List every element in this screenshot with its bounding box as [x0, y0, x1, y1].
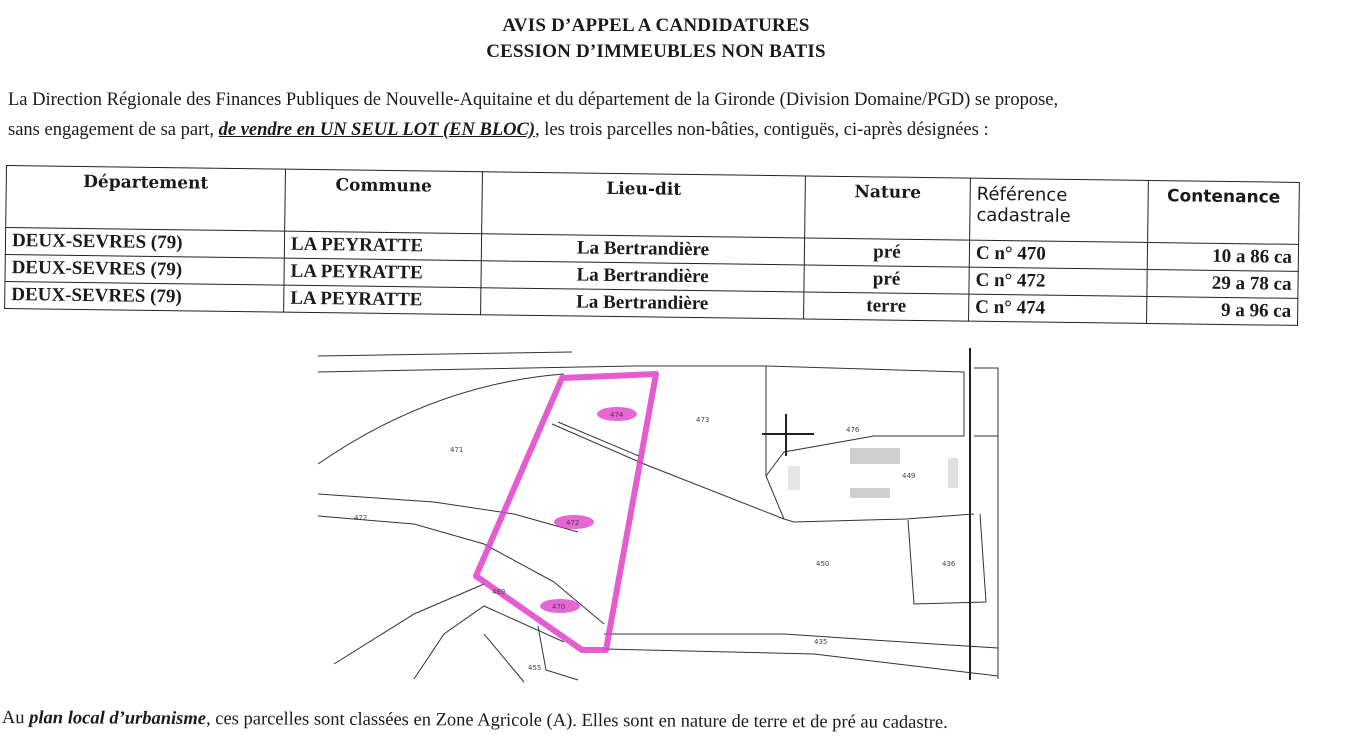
cell-departement: DEUX-SEVRES (79) — [5, 281, 284, 312]
parcel-label-473: 473 — [696, 416, 710, 424]
cell-reference: C n° 474 — [969, 294, 1147, 323]
parcel-label-435: 435 — [814, 638, 828, 646]
parcel-label-469: 469 — [492, 588, 506, 596]
building-block — [948, 458, 958, 488]
footer-before: Au — [1, 708, 30, 729]
parcel-label-449: 449 — [902, 472, 916, 480]
cell-commune: LA PEYRATTE — [284, 285, 481, 315]
cell-nature: pré — [804, 265, 969, 294]
parcel-label-455: 455 — [528, 664, 542, 672]
cell-commune: LA PEYRATTE — [284, 258, 481, 288]
header-reference: Référence cadastrale — [970, 178, 1149, 242]
parcel-label-436: 436 — [942, 560, 956, 568]
cell-contenance: 9 a 96 ca — [1147, 296, 1298, 325]
parcels-table-wrapper — [4, 165, 1300, 326]
cell-departement: DEUX-SEVRES (79) — [5, 254, 284, 285]
header-commune: Commune — [285, 169, 483, 234]
cross-icon — [762, 414, 814, 456]
building-block — [850, 448, 900, 464]
building-blocks — [788, 448, 958, 498]
footer-after: , ces parcelles sont classées en Zone Agricole (A). Elles sont en nature de terre et de pré au cadastre. — [205, 709, 948, 733]
parcel-label-470: 470 — [552, 603, 566, 611]
header-nature: Nature — [805, 176, 971, 240]
header-lieu-dit: Lieu-dit — [482, 172, 806, 238]
cell-nature: terre — [804, 292, 969, 321]
cell-reference: C n° 470 — [969, 240, 1147, 269]
parcel-divider — [558, 422, 639, 456]
parcel-label-471: 471 — [450, 446, 464, 454]
parcel-label-422: 422 — [354, 514, 368, 522]
parcel-label-474: 474 — [610, 411, 624, 419]
parcel-label-450: 450 — [816, 560, 830, 568]
footer-text — [2, 708, 948, 734]
intro-line-2 — [8, 120, 989, 141]
intro-line-1: La Direction Régionale des Finances Publiques de Nouvelle-Aquitaine et du département de la Gironde (Division Domaine/PGD) se propose, — [8, 90, 1059, 110]
cell-reference: C n° 472 — [969, 267, 1147, 296]
cell-lieu-dit: La Bertrandière — [481, 288, 804, 319]
cell-commune: LA PEYRATTE — [284, 231, 481, 261]
cell-lieu-dit: La Bertrandière — [481, 261, 804, 292]
header-contenance: Contenance — [1148, 180, 1300, 244]
building-block — [788, 466, 800, 490]
cadastral-map — [314, 344, 1004, 684]
notice-title: AVIS D’APPEL A CANDIDATURES — [502, 15, 810, 36]
parcels-table — [4, 165, 1300, 326]
intro-text-after: , les trois parcelles non-bâties, contiguës, ci-après désignées : — [534, 120, 989, 140]
intro-emphasis: de vendre en UN SEUL LOT (EN BLOC) — [218, 120, 535, 140]
cell-departement: DEUX-SEVRES (79) — [5, 228, 284, 259]
cell-contenance: 10 a 86 ca — [1147, 242, 1298, 271]
parcel-label-472: 472 — [566, 519, 580, 527]
cell-nature: pré — [804, 238, 969, 267]
cell-contenance: 29 a 78 ca — [1147, 269, 1298, 298]
intro-text-before: sans engagement de sa part, — [8, 120, 219, 140]
notice-subtitle: CESSION D’IMMEUBLES NON BATIS — [486, 41, 826, 62]
building-block — [850, 488, 890, 498]
parcel-label-476: 476 — [846, 426, 860, 434]
cell-lieu-dit: La Bertrandière — [481, 234, 804, 265]
header-departement: Département — [6, 166, 286, 232]
footer-emphasis: plan local d’urbanisme — [29, 708, 207, 730]
parcel-lines — [318, 352, 998, 682]
